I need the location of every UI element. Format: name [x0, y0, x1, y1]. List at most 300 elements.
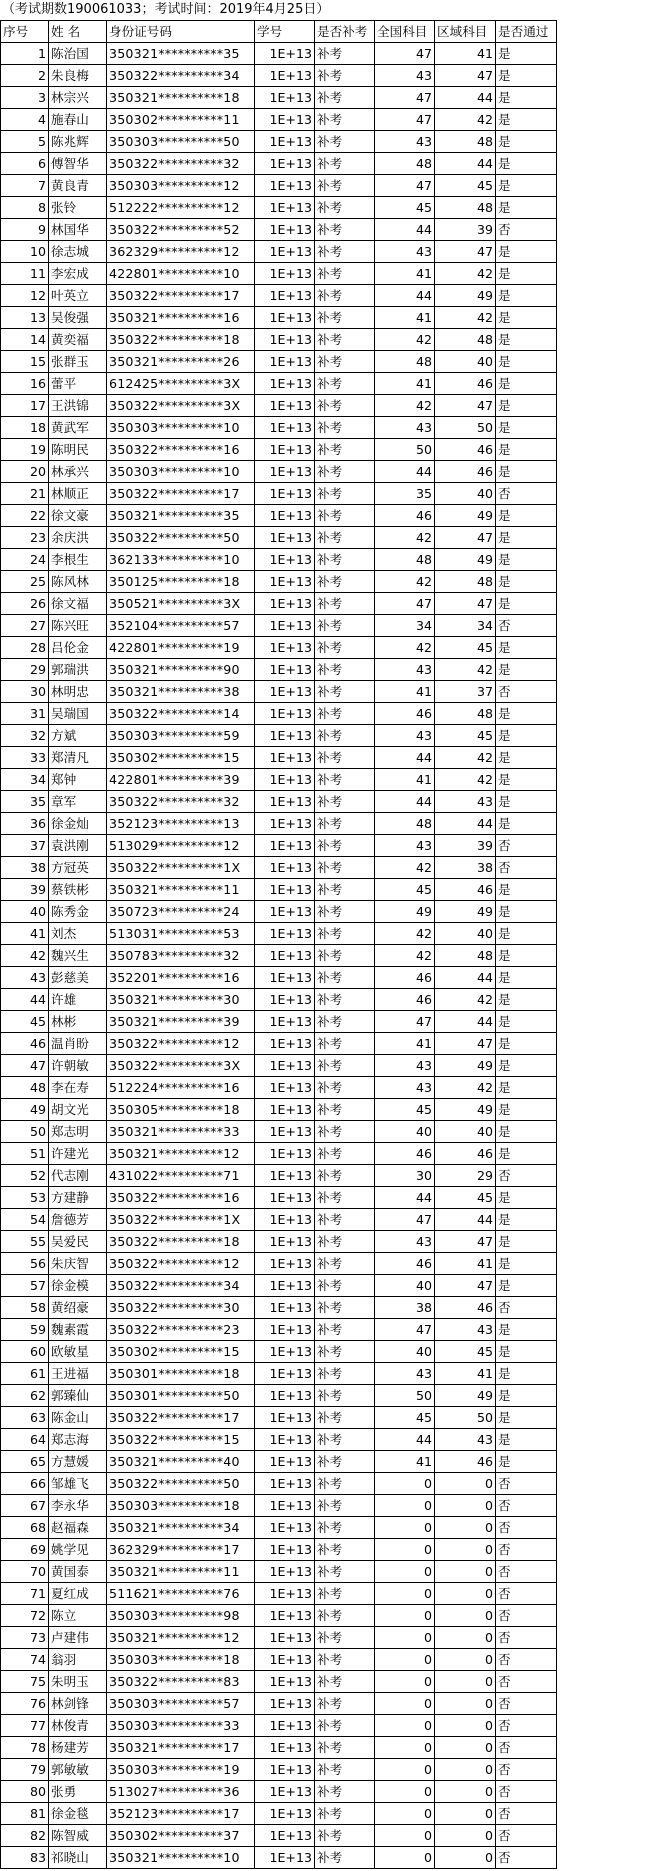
- cell-id-number: 350321**********12: [107, 1143, 255, 1165]
- cell-id-number: 350303**********98: [107, 1605, 255, 1627]
- cell-passed: 是: [496, 1055, 557, 1077]
- cell-makeup: 补考: [315, 483, 375, 505]
- cell-name: 温肖盼: [49, 1033, 107, 1055]
- table-row: [1, 1275, 557, 1297]
- cell-id-number: 350321**********35: [107, 505, 255, 527]
- cell-student-no: 1E+13: [255, 659, 315, 681]
- cell-makeup: 补考: [315, 681, 375, 703]
- cell-passed: 是: [496, 593, 557, 615]
- cell-makeup: 补考: [315, 1055, 375, 1077]
- cell-student-no: 1E+13: [255, 439, 315, 461]
- cell-seq: 46: [1, 1033, 49, 1055]
- col-header-makeup: 是否补考: [315, 21, 375, 43]
- cell-seq: 17: [1, 395, 49, 417]
- col-header-regional-subject: 区域科目: [435, 21, 496, 43]
- cell-national-score: 0: [375, 1847, 435, 1869]
- cell-regional-score: 0: [435, 1473, 496, 1495]
- cell-regional-score: 44: [435, 967, 496, 989]
- cell-national-score: 42: [375, 329, 435, 351]
- cell-national-score: 0: [375, 1583, 435, 1605]
- cell-makeup: 补考: [315, 439, 375, 461]
- cell-id-number: 352201**********16: [107, 967, 255, 989]
- cell-student-no: 1E+13: [255, 153, 315, 175]
- cell-passed: 是: [496, 1011, 557, 1033]
- cell-passed: 是: [496, 505, 557, 527]
- cell-passed: 否: [496, 857, 557, 879]
- cell-national-score: 42: [375, 527, 435, 549]
- table-row: [1, 197, 557, 219]
- cell-id-number: 431022**********71: [107, 1165, 255, 1187]
- table-row: [1, 329, 557, 351]
- cell-passed: 是: [496, 1407, 557, 1429]
- cell-national-score: 41: [375, 373, 435, 395]
- cell-student-no: 1E+13: [255, 87, 315, 109]
- cell-name: 郭瑞洪: [49, 659, 107, 681]
- cell-student-no: 1E+13: [255, 395, 315, 417]
- cell-passed: 是: [496, 1451, 557, 1473]
- table-row: [1, 1341, 557, 1363]
- table-row: [1, 1605, 557, 1627]
- cell-name: 姚学见: [49, 1539, 107, 1561]
- cell-id-number: 350303**********18: [107, 1495, 255, 1517]
- cell-makeup: 补考: [315, 1517, 375, 1539]
- cell-name: 欧敏星: [49, 1341, 107, 1363]
- cell-passed: 是: [496, 417, 557, 439]
- cell-regional-score: 0: [435, 1517, 496, 1539]
- cell-makeup: 补考: [315, 769, 375, 791]
- cell-id-number: 350321**********33: [107, 1121, 255, 1143]
- cell-makeup: 补考: [315, 351, 375, 373]
- cell-regional-score: 0: [435, 1671, 496, 1693]
- table-row: [1, 87, 557, 109]
- cell-makeup: 补考: [315, 1605, 375, 1627]
- cell-regional-score: 41: [435, 43, 496, 65]
- cell-seq: 22: [1, 505, 49, 527]
- cell-national-score: 44: [375, 791, 435, 813]
- cell-seq: 47: [1, 1055, 49, 1077]
- cell-regional-score: 45: [435, 725, 496, 747]
- cell-seq: 40: [1, 901, 49, 923]
- cell-id-number: 513029**********12: [107, 835, 255, 857]
- cell-national-score: 47: [375, 43, 435, 65]
- cell-student-no: 1E+13: [255, 1407, 315, 1429]
- cell-national-score: 43: [375, 1077, 435, 1099]
- cell-passed: 是: [496, 1077, 557, 1099]
- cell-passed: 是: [496, 879, 557, 901]
- cell-id-number: 350303**********59: [107, 725, 255, 747]
- table-row: [1, 263, 557, 285]
- cell-makeup: 补考: [315, 857, 375, 879]
- cell-seq: 50: [1, 1121, 49, 1143]
- cell-national-score: 45: [375, 879, 435, 901]
- cell-national-score: 44: [375, 461, 435, 483]
- cell-makeup: 补考: [315, 1407, 375, 1429]
- table-row: [1, 1583, 557, 1605]
- table-row: [1, 527, 557, 549]
- cell-regional-score: 48: [435, 197, 496, 219]
- cell-regional-score: 47: [435, 527, 496, 549]
- cell-passed: 否: [496, 1165, 557, 1187]
- cell-makeup: 补考: [315, 307, 375, 329]
- table-row: [1, 1737, 557, 1759]
- cell-id-number: 352123**********13: [107, 813, 255, 835]
- cell-makeup: 补考: [315, 153, 375, 175]
- cell-national-score: 46: [375, 1143, 435, 1165]
- table-row: [1, 1407, 557, 1429]
- cell-makeup: 补考: [315, 549, 375, 571]
- cell-name: 张群玉: [49, 351, 107, 373]
- cell-name: 代志刚: [49, 1165, 107, 1187]
- cell-makeup: 补考: [315, 1297, 375, 1319]
- cell-seq: 23: [1, 527, 49, 549]
- cell-national-score: 46: [375, 967, 435, 989]
- cell-regional-score: 48: [435, 571, 496, 593]
- cell-regional-score: 0: [435, 1583, 496, 1605]
- cell-name: 刘杰: [49, 923, 107, 945]
- cell-student-no: 1E+13: [255, 1187, 315, 1209]
- cell-passed: 是: [496, 329, 557, 351]
- cell-student-no: 1E+13: [255, 505, 315, 527]
- cell-seq: 69: [1, 1539, 49, 1561]
- cell-passed: 是: [496, 1099, 557, 1121]
- table-row: [1, 593, 557, 615]
- cell-seq: 20: [1, 461, 49, 483]
- cell-national-score: 42: [375, 571, 435, 593]
- cell-seq: 82: [1, 1825, 49, 1847]
- results-table: [0, 20, 557, 1869]
- cell-national-score: 43: [375, 835, 435, 857]
- cell-makeup: 补考: [315, 505, 375, 527]
- cell-regional-score: 44: [435, 1209, 496, 1231]
- cell-student-no: 1E+13: [255, 461, 315, 483]
- cell-id-number: 352123**********17: [107, 1803, 255, 1825]
- cell-id-number: 350302**********11: [107, 109, 255, 131]
- cell-makeup: 补考: [315, 1737, 375, 1759]
- cell-seq: 62: [1, 1385, 49, 1407]
- cell-regional-score: 50: [435, 417, 496, 439]
- cell-national-score: 48: [375, 153, 435, 175]
- cell-passed: 是: [496, 989, 557, 1011]
- cell-name: 林承兴: [49, 461, 107, 483]
- cell-name: 王洪锦: [49, 395, 107, 417]
- cell-seq: 34: [1, 769, 49, 791]
- cell-national-score: 43: [375, 417, 435, 439]
- cell-makeup: 补考: [315, 615, 375, 637]
- cell-passed: 否: [496, 1715, 557, 1737]
- cell-regional-score: 0: [435, 1759, 496, 1781]
- cell-name: 陈兴旺: [49, 615, 107, 637]
- cell-passed: 是: [496, 725, 557, 747]
- table-row: [1, 1099, 557, 1121]
- cell-name: 李宏成: [49, 263, 107, 285]
- table-row: [1, 1231, 557, 1253]
- cell-name: 林明忠: [49, 681, 107, 703]
- table-row: [1, 1627, 557, 1649]
- cell-id-number: 350723**********24: [107, 901, 255, 923]
- cell-name: 陈金山: [49, 1407, 107, 1429]
- cell-seq: 73: [1, 1627, 49, 1649]
- cell-seq: 8: [1, 197, 49, 219]
- cell-seq: 67: [1, 1495, 49, 1517]
- cell-name: 魏兴生: [49, 945, 107, 967]
- cell-passed: 是: [496, 769, 557, 791]
- cell-student-no: 1E+13: [255, 1253, 315, 1275]
- cell-seq: 53: [1, 1187, 49, 1209]
- cell-passed: 是: [496, 1363, 557, 1385]
- cell-name: 袁洪刚: [49, 835, 107, 857]
- cell-makeup: 补考: [315, 813, 375, 835]
- cell-id-number: 512222**********12: [107, 197, 255, 219]
- cell-name: 郑志明: [49, 1121, 107, 1143]
- table-row: [1, 395, 557, 417]
- cell-national-score: 42: [375, 637, 435, 659]
- cell-passed: 是: [496, 945, 557, 967]
- cell-regional-score: 45: [435, 175, 496, 197]
- cell-student-no: 1E+13: [255, 1341, 315, 1363]
- cell-student-no: 1E+13: [255, 1605, 315, 1627]
- cell-student-no: 1E+13: [255, 351, 315, 373]
- cell-makeup: 补考: [315, 241, 375, 263]
- cell-student-no: 1E+13: [255, 681, 315, 703]
- cell-seq: 77: [1, 1715, 49, 1737]
- cell-student-no: 1E+13: [255, 131, 315, 153]
- cell-student-no: 1E+13: [255, 1583, 315, 1605]
- cell-regional-score: 40: [435, 351, 496, 373]
- table-row: [1, 1363, 557, 1385]
- cell-passed: 否: [496, 1737, 557, 1759]
- cell-passed: 否: [496, 1495, 557, 1517]
- table-row: [1, 153, 557, 175]
- cell-passed: 否: [496, 1627, 557, 1649]
- cell-name: 吕伦金: [49, 637, 107, 659]
- cell-name: 叶英立: [49, 285, 107, 307]
- table-row: [1, 241, 557, 263]
- cell-makeup: 补考: [315, 593, 375, 615]
- cell-national-score: 47: [375, 1319, 435, 1341]
- cell-seq: 68: [1, 1517, 49, 1539]
- cell-name: 吴瑞国: [49, 703, 107, 725]
- cell-regional-score: 45: [435, 637, 496, 659]
- cell-name: 徐文福: [49, 593, 107, 615]
- table-row: [1, 659, 557, 681]
- cell-seq: 58: [1, 1297, 49, 1319]
- cell-name: 翁羽: [49, 1649, 107, 1671]
- cell-seq: 70: [1, 1561, 49, 1583]
- cell-student-no: 1E+13: [255, 1627, 315, 1649]
- cell-national-score: 30: [375, 1165, 435, 1187]
- cell-passed: 是: [496, 1341, 557, 1363]
- cell-makeup: 补考: [315, 175, 375, 197]
- cell-id-number: 350303**********33: [107, 1715, 255, 1737]
- cell-student-no: 1E+13: [255, 175, 315, 197]
- cell-regional-score: 0: [435, 1627, 496, 1649]
- header-row: [1, 21, 557, 43]
- cell-national-score: 45: [375, 197, 435, 219]
- cell-regional-score: 29: [435, 1165, 496, 1187]
- cell-id-number: 350322**********18: [107, 1231, 255, 1253]
- cell-seq: 72: [1, 1605, 49, 1627]
- cell-name: 许朝敏: [49, 1055, 107, 1077]
- cell-seq: 65: [1, 1451, 49, 1473]
- cell-name: 徐文豪: [49, 505, 107, 527]
- cell-student-no: 1E+13: [255, 1781, 315, 1803]
- cell-name: 林顺正: [49, 483, 107, 505]
- table-row: [1, 1539, 557, 1561]
- cell-id-number: 350322**********17: [107, 285, 255, 307]
- cell-passed: 是: [496, 1121, 557, 1143]
- cell-name: 朱明玉: [49, 1671, 107, 1693]
- cell-id-number: 422801**********10: [107, 263, 255, 285]
- cell-national-score: 48: [375, 813, 435, 835]
- cell-student-no: 1E+13: [255, 417, 315, 439]
- cell-seq: 48: [1, 1077, 49, 1099]
- table-row: [1, 351, 557, 373]
- cell-makeup: 补考: [315, 791, 375, 813]
- cell-seq: 71: [1, 1583, 49, 1605]
- cell-makeup: 补考: [315, 1275, 375, 1297]
- table-row: [1, 505, 557, 527]
- cell-national-score: 0: [375, 1495, 435, 1517]
- cell-student-no: 1E+13: [255, 1297, 315, 1319]
- cell-regional-score: 43: [435, 1319, 496, 1341]
- cell-id-number: 350321**********39: [107, 1011, 255, 1033]
- cell-national-score: 47: [375, 109, 435, 131]
- cell-name: 陈治国: [49, 43, 107, 65]
- cell-passed: 否: [496, 1473, 557, 1495]
- cell-student-no: 1E+13: [255, 923, 315, 945]
- cell-id-number: 350301**********50: [107, 1385, 255, 1407]
- cell-name: 魏素霞: [49, 1319, 107, 1341]
- table-row: [1, 989, 557, 1011]
- cell-id-number: 350322**********23: [107, 1319, 255, 1341]
- cell-makeup: 补考: [315, 1077, 375, 1099]
- cell-id-number: 350302**********15: [107, 1341, 255, 1363]
- cell-id-number: 350322**********3X: [107, 1055, 255, 1077]
- table-row: [1, 219, 557, 241]
- cell-makeup: 补考: [315, 923, 375, 945]
- cell-seq: 4: [1, 109, 49, 131]
- cell-national-score: 41: [375, 1451, 435, 1473]
- cell-seq: 2: [1, 65, 49, 87]
- cell-national-score: 0: [375, 1539, 435, 1561]
- table-row: [1, 769, 557, 791]
- cell-name: 陈风林: [49, 571, 107, 593]
- cell-passed: 是: [496, 351, 557, 373]
- cell-name: 郑志海: [49, 1429, 107, 1451]
- table-row: [1, 1495, 557, 1517]
- cell-makeup: 补考: [315, 461, 375, 483]
- cell-seq: 19: [1, 439, 49, 461]
- cell-id-number: 422801**********19: [107, 637, 255, 659]
- cell-makeup: 补考: [315, 197, 375, 219]
- cell-passed: 是: [496, 637, 557, 659]
- cell-passed: 是: [496, 373, 557, 395]
- cell-national-score: 41: [375, 263, 435, 285]
- cell-id-number: 350321**********11: [107, 879, 255, 901]
- table-row: [1, 1781, 557, 1803]
- cell-name: 郑钟: [49, 769, 107, 791]
- cell-seq: 83: [1, 1847, 49, 1869]
- cell-name: 郑清凡: [49, 747, 107, 769]
- cell-seq: 39: [1, 879, 49, 901]
- cell-id-number: 362133**********10: [107, 549, 255, 571]
- cell-name: 詹德芳: [49, 1209, 107, 1231]
- cell-student-no: 1E+13: [255, 263, 315, 285]
- table-row: [1, 901, 557, 923]
- cell-regional-score: 0: [435, 1693, 496, 1715]
- cell-name: 王进福: [49, 1363, 107, 1385]
- cell-passed: 否: [496, 1825, 557, 1847]
- cell-regional-score: 46: [435, 439, 496, 461]
- cell-regional-score: 46: [435, 373, 496, 395]
- cell-makeup: 补考: [315, 1165, 375, 1187]
- table-row: [1, 1187, 557, 1209]
- cell-regional-score: 49: [435, 549, 496, 571]
- cell-student-no: 1E+13: [255, 835, 315, 857]
- cell-makeup: 补考: [315, 395, 375, 417]
- cell-national-score: 0: [375, 1671, 435, 1693]
- cell-student-no: 1E+13: [255, 747, 315, 769]
- cell-regional-score: 46: [435, 879, 496, 901]
- cell-id-number: 350322**********16: [107, 1187, 255, 1209]
- cell-seq: 33: [1, 747, 49, 769]
- cell-makeup: 补考: [315, 131, 375, 153]
- cell-id-number: 350321**********26: [107, 351, 255, 373]
- cell-passed: 是: [496, 1429, 557, 1451]
- cell-national-score: 48: [375, 549, 435, 571]
- cell-regional-score: 0: [435, 1781, 496, 1803]
- table-row: [1, 417, 557, 439]
- cell-makeup: 补考: [315, 329, 375, 351]
- cell-makeup: 补考: [315, 901, 375, 923]
- cell-passed: 是: [496, 1033, 557, 1055]
- cell-id-number: 350783**********32: [107, 945, 255, 967]
- table-row: [1, 1385, 557, 1407]
- cell-student-no: 1E+13: [255, 725, 315, 747]
- cell-id-number: 350321**********38: [107, 681, 255, 703]
- cell-passed: 否: [496, 1847, 557, 1869]
- table-row: [1, 483, 557, 505]
- cell-seq: 61: [1, 1363, 49, 1385]
- table-row: [1, 439, 557, 461]
- cell-student-no: 1E+13: [255, 769, 315, 791]
- cell-id-number: 513027**********36: [107, 1781, 255, 1803]
- cell-id-number: 350321**********11: [107, 1561, 255, 1583]
- table-row: [1, 1429, 557, 1451]
- table-row: [1, 307, 557, 329]
- cell-national-score: 42: [375, 395, 435, 417]
- cell-name: 余庆洪: [49, 527, 107, 549]
- cell-id-number: 350321**********34: [107, 1517, 255, 1539]
- table-row: [1, 1803, 557, 1825]
- cell-name: 林国华: [49, 219, 107, 241]
- cell-national-score: 40: [375, 1275, 435, 1297]
- cell-makeup: 补考: [315, 1209, 375, 1231]
- cell-name: 黄奕福: [49, 329, 107, 351]
- cell-makeup: 补考: [315, 1187, 375, 1209]
- cell-regional-score: 49: [435, 901, 496, 923]
- table-row: [1, 791, 557, 813]
- cell-regional-score: 0: [435, 1737, 496, 1759]
- cell-id-number: 350321**********18: [107, 87, 255, 109]
- cell-makeup: 补考: [315, 527, 375, 549]
- cell-name: 蔡铁彬: [49, 879, 107, 901]
- cell-seq: 55: [1, 1231, 49, 1253]
- table-row: [1, 857, 557, 879]
- cell-name: 邹雄飞: [49, 1473, 107, 1495]
- cell-id-number: 350322**********34: [107, 65, 255, 87]
- cell-student-no: 1E+13: [255, 549, 315, 571]
